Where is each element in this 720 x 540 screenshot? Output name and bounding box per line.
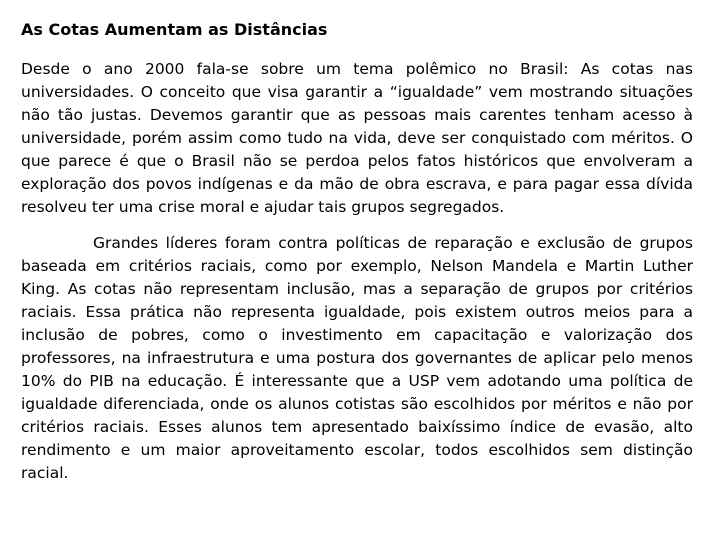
paragraph-argument: Grandes líderes foram contra políticas de reparação e exclusão de grupos baseada em critérios raciais, como por exemplo, Nelson Mandela e Martin Luther King. As cotas não representam inclusão, mas a separação de grupos por critérios raciais. Essa prática não representa igualdade, pois existem outros meios para a inclusão de pobres, como o investimento em capacitação e valorização dos professores, na infraestrutura e uma postura dos governantes de aplicar pelo menos 10% do PIB na educação. É interessante que a USP vem adotando uma política de igualdade diferenciada, onde os alunos cotistas são escolhidos por méritos e não por critérios raciais. Esses alunos tem apresentado baixíssimo índice de evasão, alto rendimento e um maior aproveitamento escolar, todos escolhidos sem distinção racial. — [21, 234, 693, 482]
document-title: As Cotas Aumentam as Distâncias — [21, 20, 328, 39]
paragraph-intro: Desde o ano 2000 fala-se sobre um tema polêmico no Brasil: As cotas nas universidades. O conceito que visa garantir a “igualdade” vem mostrando situações não tão justas. Devemos garantir que as pessoas mais carentes tenham acesso à universidade, porém assim como tudo na vida, deve ser conquistado com méritos. O que parece é que o Brasil não se perdoa pelos fatos históricos que envolveram a exploração dos povos indígenas e da mão de obra escrava, e para pagar essa dívida resolveu ter uma crise moral e ajudar tais grupos segregados. — [21, 60, 693, 216]
document-page — [21, 18, 693, 485]
